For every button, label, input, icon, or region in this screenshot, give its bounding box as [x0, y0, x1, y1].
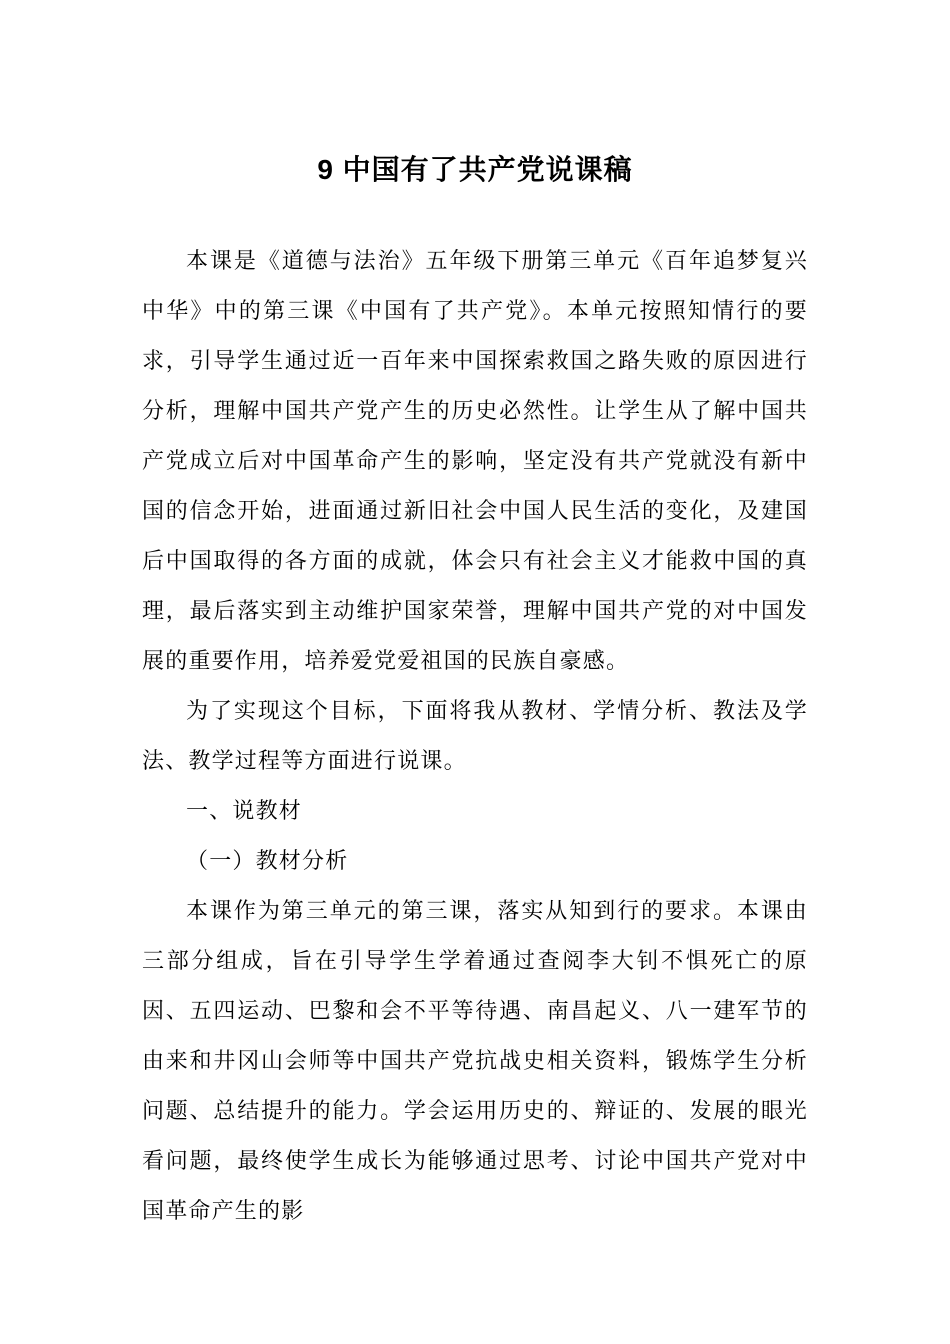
- document-body: [142, 236, 808, 1236]
- paragraph-textbook-analysis: 本课作为第三单元的第三课，落实从知到行的要求。本课由三部分组成，旨在引导学生学着通过查阅李大钊不惧死亡的原因、五四运动、巴黎和会不平等待遇、南昌起义、八一建军节的由来和井冈山会师等中国共产党抗战史相关资料，锻炼学生分析问题、总结提升的能力。学会运用历史的、辩证的、发展的眼光看问题，最终使学生成长为能够通过思考、讨论中国共产党对中国革命产生的影: [142, 898, 808, 1223]
- paragraph-goal-statement: 为了实现这个目标，下面将我从教材、学情分析、教法及学法、教学过程等方面进行说课。: [142, 698, 808, 773]
- paragraph-unit-overview: 本课是《道德与法治》五年级下册第三单元《百年追梦复兴中华》中的第三课《中国有了共产党》。本单元按照知情行的要求，引导学生通过近一百年来中国探索救国之路失败的原因进行分析，理解中国共产党产生的历史必然性。让学生从了解中国共产党成立后对中国革命产生的影响，坚定没有共产党就没有新中国的信念开始，进面通过新旧社会中国人民生活的变化，及建国后中国取得的各方面的成就，体会只有社会主义才能救中国的真理，最后落实到主动维护国家荣誉，理解中国共产党的对中国发展的重要作用，培养爱党爱祖国的民族自豪感。: [142, 248, 808, 673]
- section-heading-shuo-jiaocai: 一、说教材: [186, 798, 303, 823]
- document-title: 9 中国有了共产党说课稿: [317, 154, 633, 185]
- subsection-heading-jiaocai-fenxi: （一）教材分析: [186, 848, 349, 873]
